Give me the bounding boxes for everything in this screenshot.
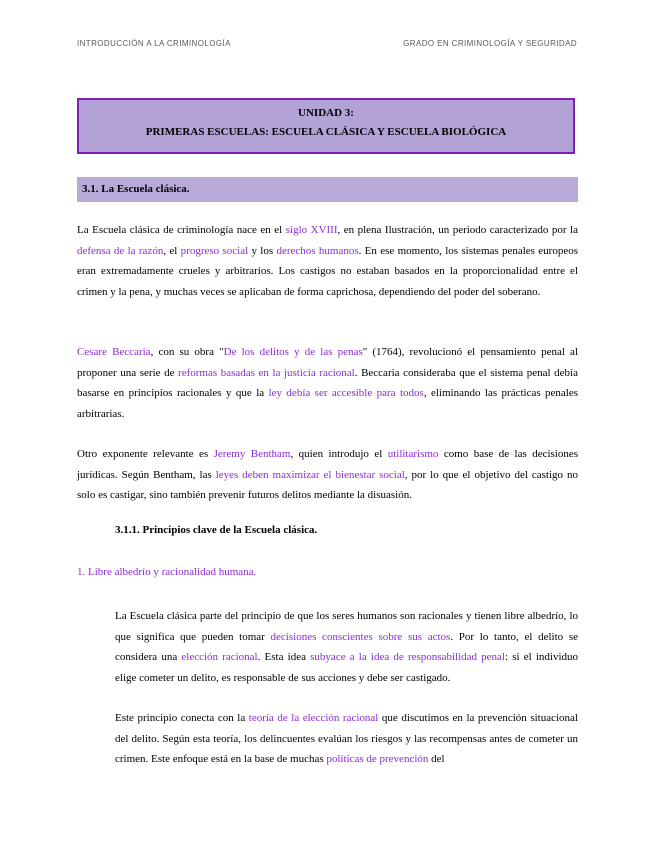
paragraph-rational-choice	[115, 708, 578, 770]
highlight-term: decisiones conscientes sobre sus actos	[270, 630, 451, 643]
highlight-term: progreso social	[180, 244, 249, 257]
text-run: y los	[248, 244, 277, 257]
text-run: " (1764), revolucionó el pensamiento penal al proponer una serie de	[77, 346, 578, 379]
text-run: La Escuela clásica parte del principio de que los seres humanos son racionales y tienen libre albedrío, lo que significa que pueden tomar	[115, 610, 578, 643]
subsection-heading: 3.1.1. Principios clave de la Escuela clásica.	[115, 524, 318, 536]
paragraph-beccaria	[77, 342, 578, 424]
paragraph-free-will	[115, 606, 578, 688]
text-run: que discutimos en la prevención situacional del delito. Según esta teoría, los delincuentes evalúan los riesgos y las recompensas antes de cometer un crimen. Este enfoque está en la base de muchas	[115, 712, 578, 766]
text-run: La Escuela clásica de criminología nace en el	[77, 224, 286, 236]
text-run: . En ese momento, los sistemas penales europeos eran extremadamente crueles y arbitrarios. Los castigos no estaban basados en la proporcionalidad entre el crimen y la pena, y muchas veces se aplicaban de forma caprichosa, dependiendo del poder del soberano.	[77, 244, 579, 298]
section-heading: 3.1. La Escuela clásica.	[82, 183, 190, 195]
highlight-term: De los delitos y de las penas	[223, 346, 363, 358]
highlight-term: elección racional	[181, 651, 258, 664]
unit-title: PRIMERAS ESCUELAS: ESCUELA CLÁSICA Y ESCUELA BIOLÓGICA	[145, 126, 507, 138]
text-run: como base de las decisiones jurídicas. Según Bentham, las	[77, 448, 579, 481]
text-run: Otro exponente relevante es	[77, 448, 214, 460]
running-header-right: GRADO EN CRIMINOLOGÍA Y SEGURIDAD	[403, 39, 577, 48]
text-run: , por lo que el objetivo del castigo no solo es castigar, sino también prevenir futuros delitos mediante la disuasión.	[77, 468, 579, 502]
highlight-term: derechos humanos	[276, 244, 359, 257]
section-heading-bar	[77, 177, 578, 202]
highlight-term: utilitarismo	[387, 448, 439, 460]
highlight-term: Cesare Beccaria	[77, 346, 151, 358]
highlight-term: subyace a la idea de responsabilidad penal	[310, 651, 505, 664]
text-run: . Beccaria consideraba que el sistema penal debía basarse en principios racionales y que la	[77, 366, 578, 400]
highlight-term: teoría de la elección racional	[248, 712, 379, 724]
paragraph-intro	[77, 220, 578, 302]
text-run: . Por lo tanto, el delito se considera una	[115, 630, 578, 664]
text-run: del	[428, 753, 445, 766]
text-run: . Esta idea	[257, 651, 311, 664]
text-run: , quien introdujo el	[290, 448, 388, 460]
highlight-term: defensa de la razón	[77, 244, 164, 257]
unit-number: UNIDAD 3:	[298, 107, 354, 119]
highlight-term: siglo XVIII	[285, 224, 338, 236]
text-run: : si el individuo elige cometer un delito, es responsable de sus acciones y debe ser castigado.	[115, 651, 579, 684]
text-run: , en plena Ilustración, un periodo caracterizado por la	[337, 224, 578, 236]
paragraph-bentham	[77, 444, 578, 506]
highlight-term: ley debía ser accesible para todos	[268, 387, 424, 400]
text-run: , con su obra "	[150, 346, 224, 358]
text-run: , el	[163, 244, 181, 257]
highlight-term: Jeremy Bentham	[213, 448, 291, 460]
highlight-term: reformas basadas en la justicia racional	[178, 366, 355, 379]
numbered-heading: 1. Libre albedrío y racionalidad humana.	[77, 566, 257, 578]
highlight-term: políticas de prevención	[326, 753, 429, 766]
text-run: Este principio conecta con la	[115, 712, 249, 724]
text-run: , eliminando las prácticas penales arbitrarias.	[77, 387, 579, 420]
running-header-left: INTRODUCCIÓN A LA CRIMINOLOGÍA	[77, 39, 231, 48]
unit-title-box	[77, 98, 575, 154]
highlight-term: leyes deben maximizar el bienestar social	[215, 468, 405, 481]
